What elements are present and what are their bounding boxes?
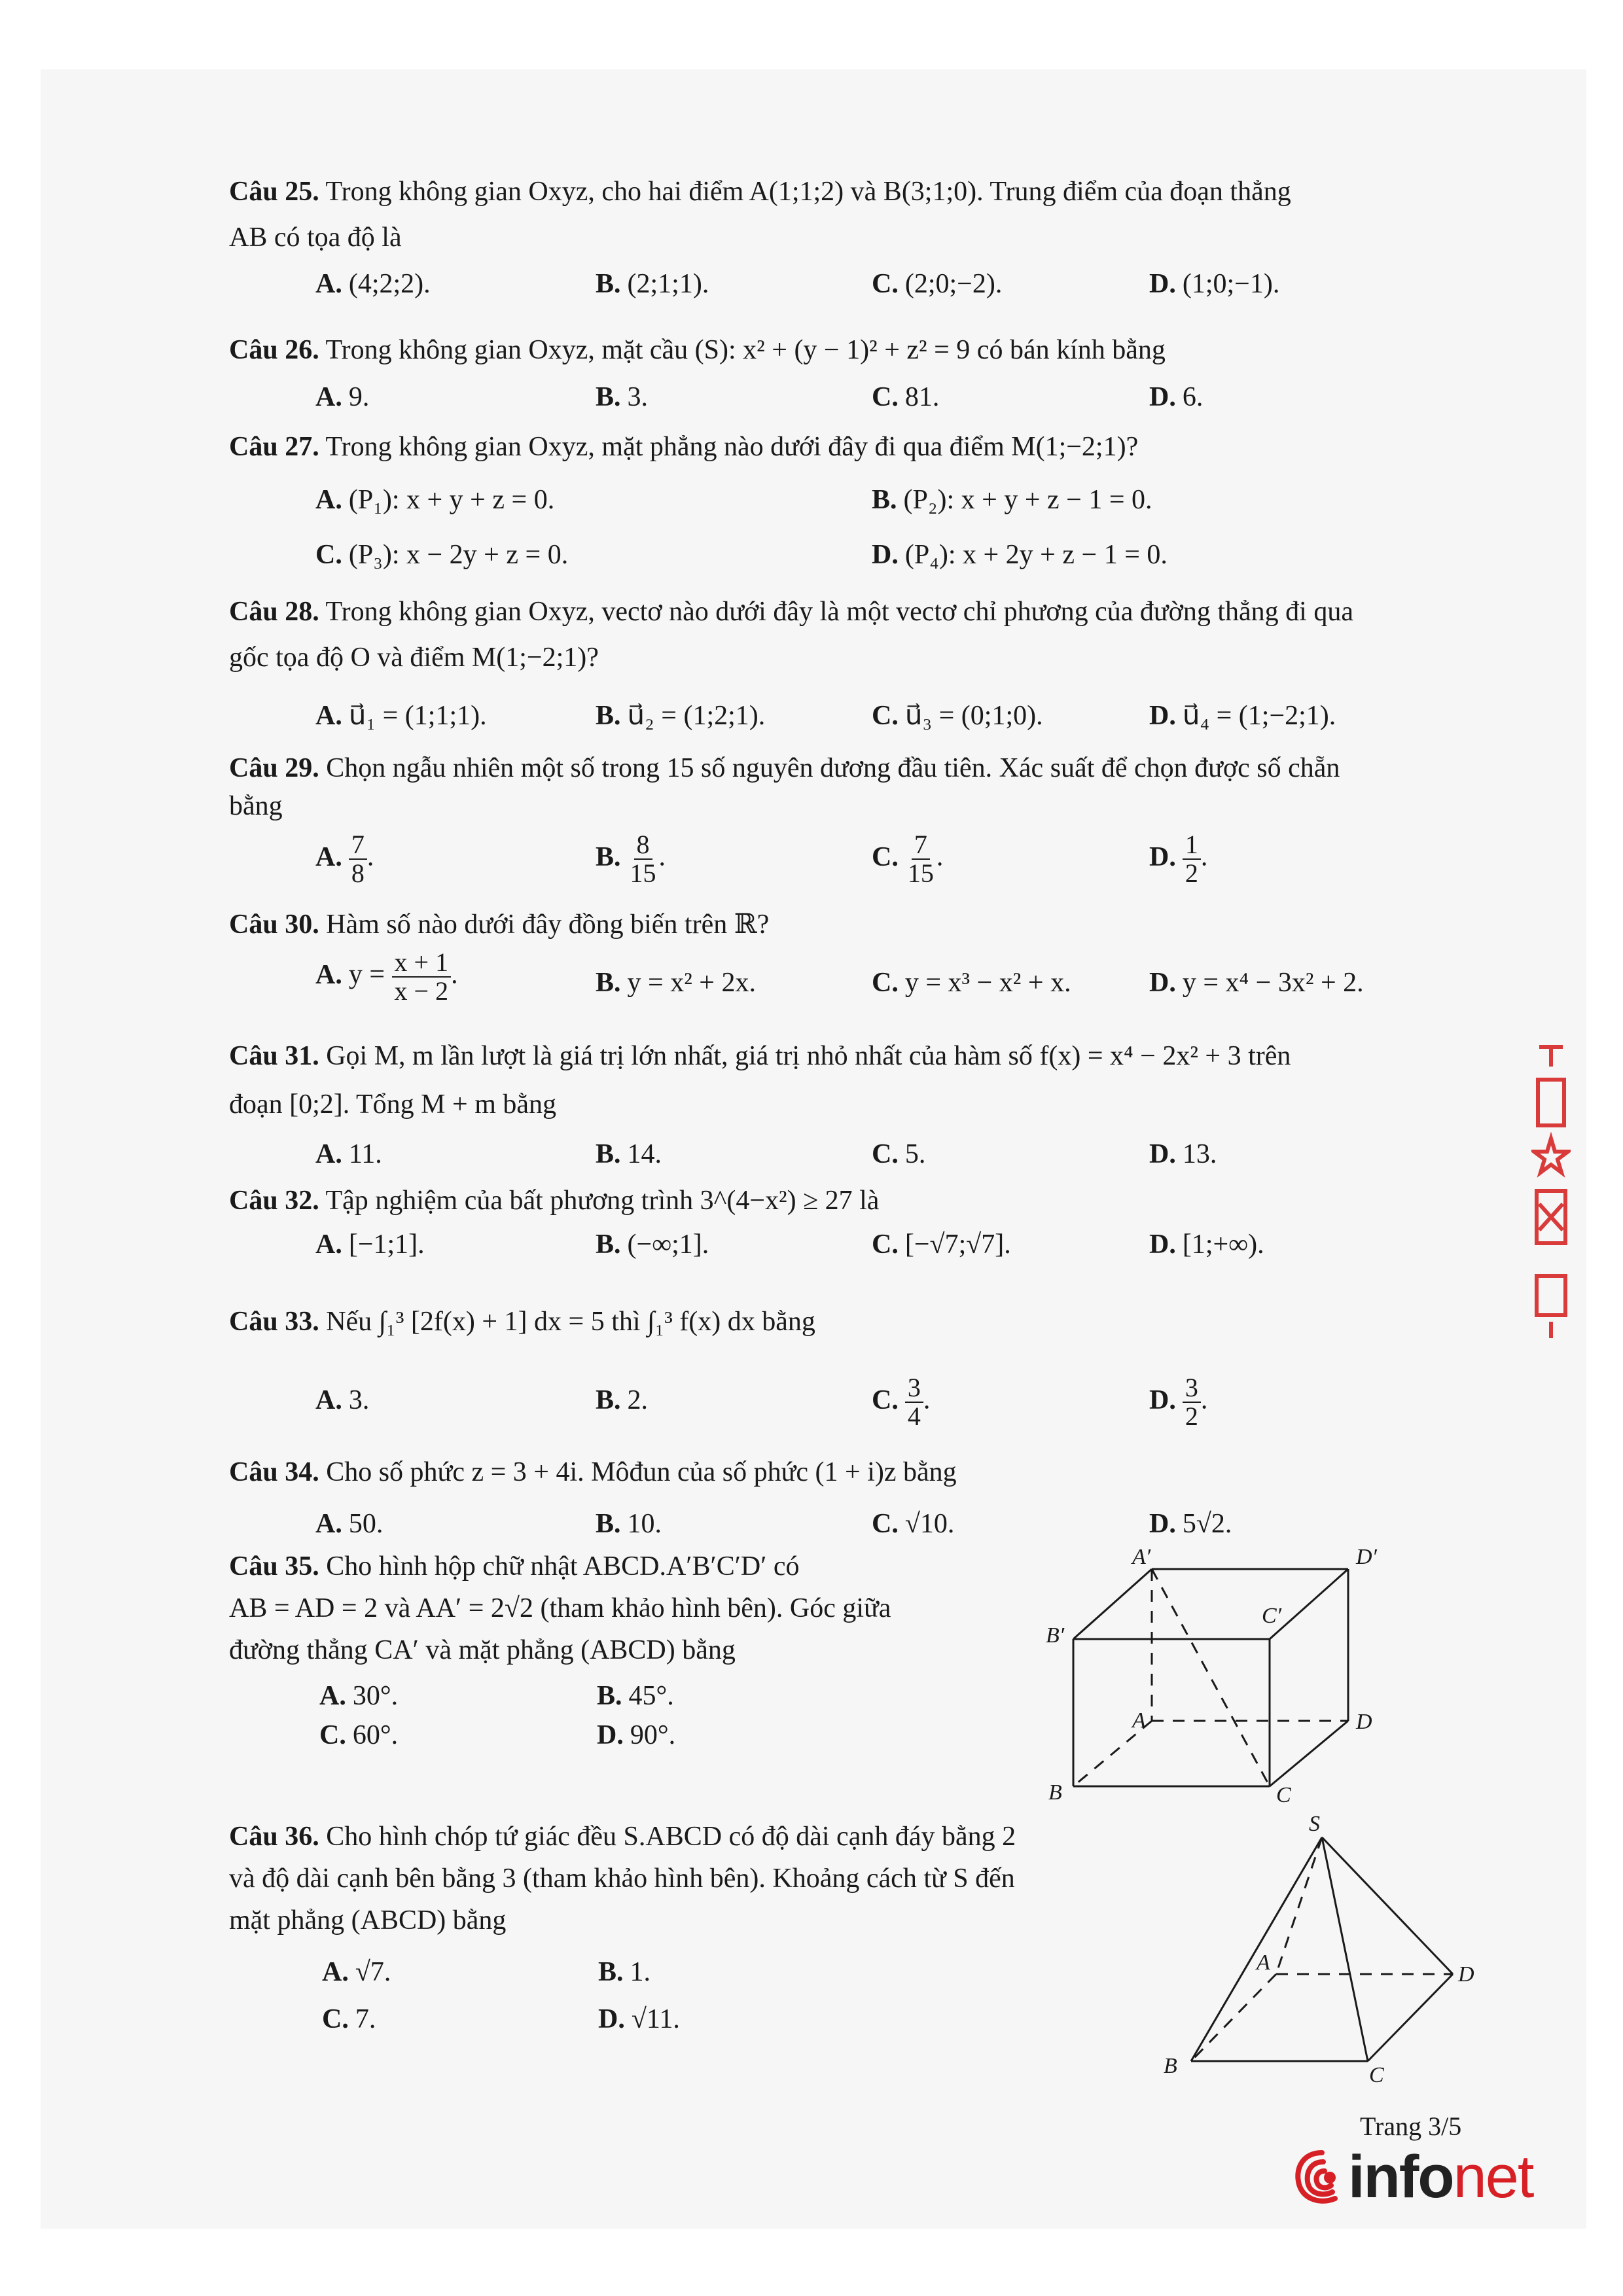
question-33: Câu 33. Nếu ∫₁³ [2f(x) + 1] dx = 5 thì ∫₁³ f(x) dx bằng <box>229 1307 815 1337</box>
label-c1: C′ <box>1262 1604 1282 1628</box>
question-25 <box>229 169 1486 260</box>
option-c[interactable]: C. $\frac{7}{15}$ . <box>872 830 944 888</box>
question-35: Câu 35. Cho hình hộp chữ nhật ABCD.A′B′C′D′ có AB = AD = 2 và AA′ = 2√2 (tham khảo hình bên). Góc giữa đường thẳng CA′ và mặt phẳng (ABCD) bằng <box>229 1551 891 1665</box>
option-d[interactable]: D. 13. <box>1149 1139 1217 1169</box>
label-b: B <box>1164 2054 1177 2078</box>
box-figure <box>1034 1538 1400 1812</box>
option-c[interactable]: C. [−√7;√7]. <box>872 1229 1011 1260</box>
question-31: Câu 31. Gọi M, m lần lượt là giá trị lớn nhất, giá trị nhỏ nhất của hàm số f(x) = x⁴ − 2x² + 3 trên đoạn [0;2]. Tổng M + m bằng <box>229 1041 1291 1120</box>
option-d[interactable]: D. [1;+∞). <box>1149 1229 1264 1260</box>
label-a: A <box>1257 1951 1270 1975</box>
options-33 <box>0 1374 1623 1439</box>
options-26 <box>0 381 1623 421</box>
options-27-row1 <box>0 484 1623 523</box>
option-b[interactable]: B. 14. <box>596 1139 662 1169</box>
infonet-logo <box>1289 2141 1551 2213</box>
option-b[interactable]: B. 1. <box>598 1957 651 1987</box>
option-c[interactable]: C. (P₃): x − 2y + z = 0. <box>315 540 569 570</box>
question-text: AB có tọa độ là <box>229 222 402 253</box>
edge-sc <box>1322 1837 1368 2061</box>
label-d: D <box>1356 1710 1372 1734</box>
option-c[interactable]: C. y = x³ − x² + x. <box>872 968 1071 998</box>
edge-sb <box>1191 1837 1322 2061</box>
options-32 <box>0 1229 1623 1268</box>
option-c[interactable]: C. u⃗₃ = (0;1;0). <box>872 701 1043 731</box>
option-c[interactable]: C. 5. <box>872 1139 926 1169</box>
option-a[interactable]: A. 11. <box>315 1139 382 1169</box>
question-26: Câu 26. Trong không gian Oxyz, mặt cầu (S): x² + (y − 1)² + z² = 9 có bán kính bằng <box>229 335 1166 365</box>
infonet-swirl-icon <box>1289 2141 1352 2213</box>
question-34: Câu 34. Cho số phức z = 3 + 4i. Môđun của số phức (1 + i)z bằng <box>229 1457 957 1487</box>
option-c[interactable]: C. (2;0;−2). <box>872 269 1003 299</box>
option-a[interactable]: A. 9. <box>315 382 370 412</box>
label-s: S <box>1309 1812 1320 1836</box>
option-b[interactable]: B. (2;1;1). <box>596 269 709 299</box>
option-a[interactable]: A. 3. <box>315 1385 370 1415</box>
label-b: B <box>1048 1780 1062 1805</box>
option-a[interactable]: A. 50. <box>315 1509 383 1539</box>
label-d: D <box>1458 1962 1474 1987</box>
label-c: C <box>1369 2063 1384 2087</box>
question-32: Câu 32. Tập nghiệm của bất phương trình 3^(4−x²) ≥ 27 là <box>229 1186 880 1216</box>
option-a[interactable]: A. $\frac{7}{8}$ . <box>315 830 374 888</box>
options-25 <box>0 268 1623 308</box>
option-a[interactable]: A. 30°. <box>319 1681 399 1711</box>
option-d[interactable]: D. $\frac{3}{2}$ . <box>1149 1373 1208 1431</box>
option-a[interactable]: A. (4;2;2). <box>315 269 431 299</box>
option-d[interactable]: D. (1;0;−1). <box>1149 269 1280 299</box>
option-a[interactable]: A. y = $\frac{x + 1}{x - 2}$ . <box>315 947 458 1006</box>
option-a[interactable]: A. √7. <box>322 1957 391 1987</box>
infonet-wordmark: infonet <box>1348 2144 1533 2210</box>
label-c: C <box>1276 1783 1291 1807</box>
edge-cd <box>1368 1974 1453 2061</box>
red-stamp <box>1531 1040 1571 1341</box>
options-28 <box>0 699 1623 738</box>
label-a: A <box>1132 1708 1146 1733</box>
options-30 <box>0 949 1623 1014</box>
options-27-row2 <box>0 539 1623 578</box>
edge <box>1073 1569 1152 1639</box>
option-b[interactable]: B. (−∞;1]. <box>596 1229 709 1260</box>
pyramid-figure <box>1152 1812 1492 2094</box>
option-b[interactable]: B. (P₂): x + y + z − 1 = 0. <box>872 485 1152 515</box>
option-c[interactable]: C. 60°. <box>319 1720 399 1750</box>
question-27: Câu 27. Trong không gian Oxyz, mặt phẳng nào dưới đây đi qua điểm M(1;−2;1)? <box>229 432 1139 462</box>
options-29 <box>0 831 1623 896</box>
question-text: Trong không gian Oxyz, cho hai điểm A(1;1;2) và B(3;1;0). Trung điểm của đoạn thẳng <box>325 177 1291 207</box>
option-c[interactable]: C. $\frac{3}{4}$ . <box>872 1373 931 1431</box>
question-30: Câu 30. Hàm số nào dưới đây đồng biến trên ℝ? <box>229 910 770 940</box>
question-28: Câu 28. Trong không gian Oxyz, vectơ nào dưới đây là một vectơ chỉ phương của đường thẳng đi qua gốc tọa độ O và điểm M(1;−2;1)? <box>229 597 1353 673</box>
option-b[interactable]: B. 10. <box>596 1509 662 1539</box>
options-31 <box>0 1139 1623 1178</box>
label-d1: D′ <box>1356 1545 1377 1569</box>
option-d[interactable]: D. u⃗₄ = (1;−2;1). <box>1149 701 1336 731</box>
option-b[interactable]: B. 45°. <box>597 1681 674 1711</box>
option-b[interactable]: B. y = x² + 2x. <box>596 968 756 998</box>
option-d[interactable]: D. y = x⁴ − 3x² + 2. <box>1149 968 1364 998</box>
option-d[interactable]: D. 5√2. <box>1149 1509 1232 1539</box>
option-b[interactable]: B. 3. <box>596 382 649 412</box>
edge <box>1270 1721 1348 1786</box>
option-c[interactable]: C. 7. <box>322 2004 376 2034</box>
option-c[interactable]: C. 81. <box>872 382 940 412</box>
option-d[interactable]: D. √11. <box>598 2004 680 2034</box>
option-c[interactable]: C. √10. <box>872 1509 955 1539</box>
question-number: Câu 25. <box>229 177 319 207</box>
option-b[interactable]: B. $\frac{8}{15}$ . <box>596 830 666 888</box>
label-b1: B′ <box>1046 1623 1065 1648</box>
question-29: Câu 29. Chọn ngẫu nhiên một số trong 15 số nguyên dương đầu tiên. Xác suất để chọn được số chẵn bằng <box>229 753 1340 821</box>
option-a[interactable]: A. u⃗₁ = (1;1;1). <box>315 701 487 731</box>
diagonal-ca1 <box>1152 1569 1270 1786</box>
option-b[interactable]: B. u⃗₂ = (1;2;1). <box>596 701 766 731</box>
label-a1: A′ <box>1132 1545 1151 1569</box>
edge-sd <box>1322 1837 1453 1974</box>
option-a[interactable]: A. [−1;1]. <box>315 1229 425 1260</box>
option-b[interactable]: B. 2. <box>596 1385 649 1415</box>
option-d[interactable]: D. 90°. <box>597 1720 676 1750</box>
question-36: Câu 36. Cho hình chóp tứ giác đều S.ABCD có độ dài cạnh đáy bằng 2 và độ dài cạnh bên bằng 3 (tham khảo hình bên). Khoảng cách từ S đến mặt phẳng (ABCD) bằng <box>229 1822 1016 1935</box>
option-a[interactable]: A. (P₁): x + y + z = 0. <box>315 485 555 515</box>
option-d[interactable]: D. 6. <box>1149 382 1204 412</box>
option-d[interactable]: D. (P₄): x + 2y + z − 1 = 0. <box>872 540 1168 570</box>
option-d[interactable]: D. $\frac{1}{2}$ . <box>1149 830 1208 888</box>
page-number: Trang 3/5 <box>1360 2111 1462 2141</box>
